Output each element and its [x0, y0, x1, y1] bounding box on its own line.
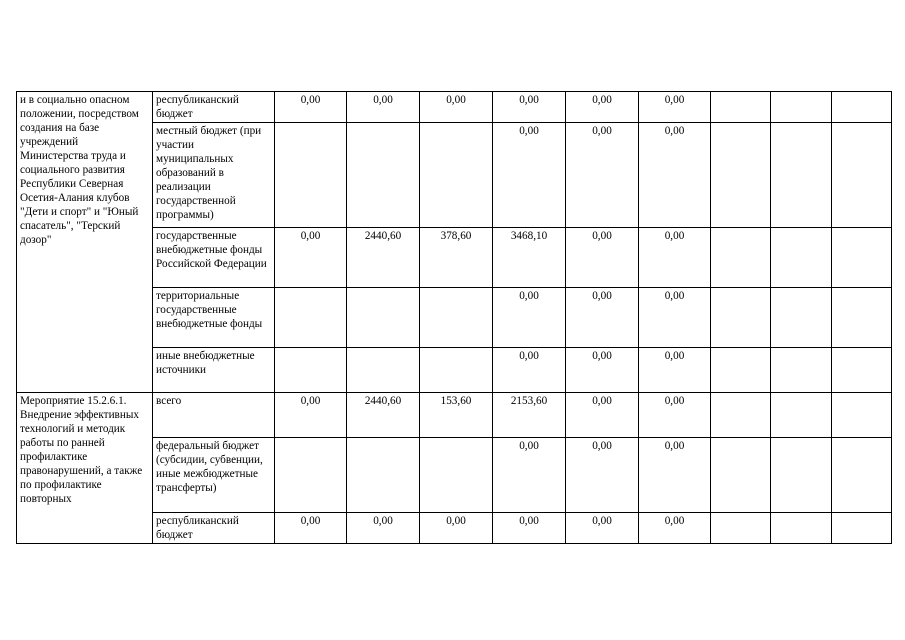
empty-cell — [832, 393, 892, 438]
funding-source-cell: всего — [153, 393, 275, 438]
value-cell: 0,00 — [566, 92, 639, 123]
value-cell — [275, 123, 347, 228]
value-cell: 0,00 — [639, 513, 711, 544]
empty-cell — [832, 288, 892, 348]
value-cell: 0,00 — [275, 228, 347, 288]
value-cell: 0,00 — [493, 438, 566, 513]
value-cell: 0,00 — [566, 348, 639, 393]
value-cell: 0,00 — [347, 513, 420, 544]
value-cell: 0,00 — [566, 513, 639, 544]
value-cell: 0,00 — [420, 513, 493, 544]
empty-cell — [832, 438, 892, 513]
value-cell: 153,60 — [420, 393, 493, 438]
value-cell: 0,00 — [639, 288, 711, 348]
value-cell: 0,00 — [639, 393, 711, 438]
empty-cell — [711, 513, 771, 544]
value-cell: 2440,60 — [347, 228, 420, 288]
empty-cell — [832, 123, 892, 228]
empty-cell — [832, 348, 892, 393]
value-cell: 0,00 — [275, 513, 347, 544]
value-cell: 0,00 — [275, 92, 347, 123]
budget-table — [16, 91, 892, 544]
value-cell — [347, 348, 420, 393]
value-cell — [347, 438, 420, 513]
table-row — [17, 92, 892, 123]
value-cell: 2153,60 — [493, 393, 566, 438]
value-cell: 0,00 — [639, 438, 711, 513]
value-cell — [420, 348, 493, 393]
value-cell — [275, 348, 347, 393]
value-cell — [420, 438, 493, 513]
value-cell: 0,00 — [639, 228, 711, 288]
table-row — [17, 393, 892, 438]
funding-source-cell: республиканский бюджет — [153, 513, 275, 544]
empty-cell — [771, 228, 832, 288]
empty-cell — [711, 228, 771, 288]
empty-cell — [771, 348, 832, 393]
value-cell: 378,60 — [420, 228, 493, 288]
value-cell: 3468,10 — [493, 228, 566, 288]
empty-cell — [832, 513, 892, 544]
measure-description-cell: и в социально опасном положении, посредством создания на базе учреждений Министерства труда и социального развития Республики Северная Осетия-Алания клубов "Дети и спорт" и "Юный спасатель", "Терский дозор" — [17, 92, 153, 393]
value-cell: 0,00 — [493, 92, 566, 123]
empty-cell — [711, 92, 771, 123]
empty-cell — [711, 123, 771, 228]
empty-cell — [832, 228, 892, 288]
value-cell: 0,00 — [566, 123, 639, 228]
funding-source-cell: государственные внебюджетные фонды Российской Федерации — [153, 228, 275, 288]
empty-cell — [711, 288, 771, 348]
empty-cell — [711, 348, 771, 393]
value-cell: 0,00 — [566, 228, 639, 288]
empty-cell — [832, 92, 892, 123]
empty-cell — [771, 92, 832, 123]
value-cell: 0,00 — [493, 513, 566, 544]
value-cell: 0,00 — [347, 92, 420, 123]
funding-source-cell: федеральный бюджет (субсидии, субвенции, иные межбюджетные трансферты) — [153, 438, 275, 513]
value-cell — [347, 288, 420, 348]
empty-cell — [771, 438, 832, 513]
empty-cell — [771, 123, 832, 228]
funding-source-cell: республиканский бюджет — [153, 92, 275, 123]
value-cell — [275, 438, 347, 513]
empty-cell — [711, 438, 771, 513]
value-cell — [275, 288, 347, 348]
value-cell: 0,00 — [493, 123, 566, 228]
funding-source-cell: местный бюджет (при участии муниципальных образований в реализации государственной программы) — [153, 123, 275, 228]
funding-source-cell: иные внебюджетные источники — [153, 348, 275, 393]
empty-cell — [771, 513, 832, 544]
value-cell — [420, 123, 493, 228]
value-cell: 0,00 — [566, 288, 639, 348]
value-cell: 0,00 — [639, 92, 711, 123]
value-cell: 0,00 — [639, 123, 711, 228]
value-cell: 0,00 — [493, 288, 566, 348]
value-cell: 2440,60 — [347, 393, 420, 438]
value-cell: 0,00 — [566, 393, 639, 438]
measure-description-cell: Мероприятие 15.2.6.1. Внедрение эффективных технологий и методик работы по ранней профилактике правонарушений, а также по профилактике повторных — [17, 393, 153, 544]
empty-cell — [711, 393, 771, 438]
value-cell — [420, 288, 493, 348]
value-cell: 0,00 — [566, 438, 639, 513]
empty-cell — [771, 393, 832, 438]
value-cell: 0,00 — [639, 348, 711, 393]
value-cell: 0,00 — [275, 393, 347, 438]
funding-source-cell: территориальные государственные внебюджетные фонды — [153, 288, 275, 348]
empty-cell — [771, 288, 832, 348]
value-cell: 0,00 — [493, 348, 566, 393]
value-cell — [347, 123, 420, 228]
value-cell: 0,00 — [420, 92, 493, 123]
